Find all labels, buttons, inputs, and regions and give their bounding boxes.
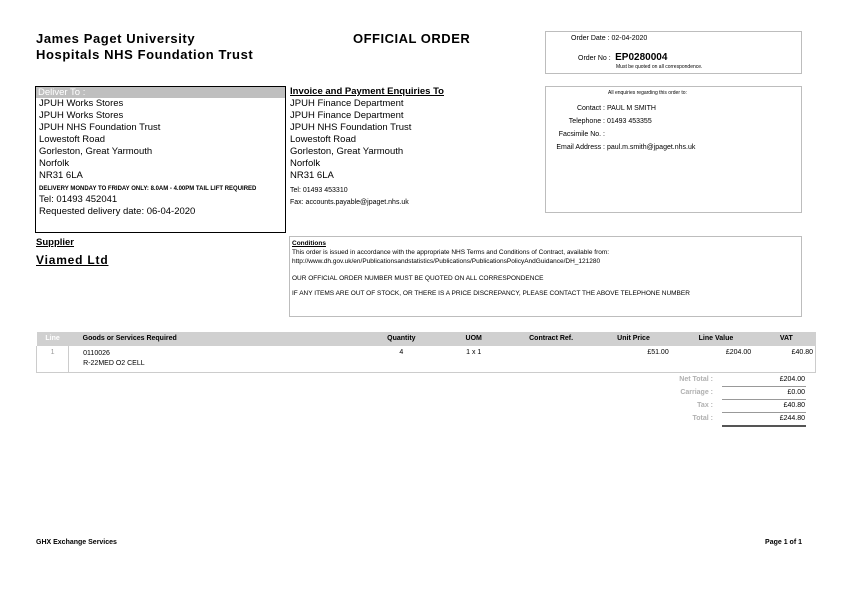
invoice-line: Lowestoft Road	[290, 134, 357, 145]
cell-unit-price: £51.00	[592, 346, 674, 373]
invoice-fax: Fax: accounts.payable@jpaget.nhs.uk	[290, 199, 409, 206]
invoice-tel: Tel: 01493 453310	[290, 187, 348, 194]
delivery-note: DELIVERY MONDAY TO FRIDAY ONLY: 8.0AM - 4.00PM TAIL LIFT REQUIRED	[39, 186, 257, 192]
order-no-value: EP0280004	[615, 52, 668, 63]
conditions-heading: Conditions	[292, 240, 326, 247]
supplier-name: Viamed Ltd	[36, 253, 109, 267]
cell-line: 1	[37, 346, 69, 373]
table-row	[37, 346, 816, 373]
deliver-to-line: Lowestoft Road	[39, 134, 106, 145]
grand-total-value: £244.80	[722, 413, 806, 427]
deliver-to-line: NR31 6LA	[39, 170, 83, 181]
order-date-value: 02-04-2020	[611, 35, 648, 42]
contact-label: Contact :	[576, 105, 605, 112]
email-value: paul.m.smith@jpaget.nhs.uk	[606, 144, 696, 151]
items-table	[36, 332, 816, 373]
total-row-net	[672, 374, 806, 387]
col-header-goods: Goods or Services Required	[69, 332, 366, 346]
order-date-row	[571, 35, 647, 42]
delivery-tel: Tel: 01493 452041	[39, 194, 118, 205]
net-total-label: Net Total :	[679, 376, 713, 384]
telephone-label: Telephone :	[568, 118, 605, 125]
net-total-value: £204.00	[722, 374, 806, 387]
deliver-to-box	[35, 86, 286, 233]
conditions-line-4: IF ANY ITEMS ARE OUT OF STOCK, OR THERE IS A PRICE DISCREPANCY, PLEASE CONTACT THE ABOVE TELEPHONE NUMBER	[292, 290, 690, 297]
email-label: Email Address :	[556, 144, 605, 151]
invoice-line: Norfolk	[290, 158, 321, 169]
conditions-line-1: This order is issued in accordance with the appropriate NHS Terms and Conditions of Contract, available from:	[292, 249, 610, 256]
cell-quantity: 4	[365, 346, 437, 373]
contact-value: PAUL M SMITH	[606, 105, 656, 112]
invoice-section	[290, 86, 543, 209]
deliver-to-line: Norfolk	[39, 158, 70, 169]
document-title: OFFICIAL ORDER	[353, 31, 471, 46]
cell-uom: 1 x 1	[438, 346, 510, 373]
conditions-line-3: OUR OFFICIAL ORDER NUMBER MUST BE QUOTED ON ALL CORRESPONDENCE	[292, 275, 544, 282]
deliver-to-address	[36, 98, 285, 218]
invoice-line: Gorleston, Great Yarmouth	[290, 146, 404, 157]
col-header-line-value: Line Value	[675, 332, 757, 346]
tax-label: Tax :	[697, 402, 713, 409]
item-code: 0110026	[83, 350, 110, 357]
order-date-label: Order Date :	[571, 35, 610, 42]
cell-line-value: £204.00	[675, 346, 757, 373]
enquiries-details	[550, 102, 800, 154]
invoice-heading: Invoice and Payment Enquiries To	[290, 86, 444, 97]
item-description: R-22MED O2 CELL	[83, 360, 145, 367]
total-row-tax	[672, 400, 806, 413]
deliver-to-line: Gorleston, Great Yarmouth	[39, 146, 153, 157]
telephone-value: 01493 453355	[606, 118, 652, 125]
totals-block	[672, 374, 806, 427]
supplier-heading: Supplier	[36, 237, 75, 248]
col-header-contract: Contract Ref.	[510, 332, 592, 346]
enquiries-box	[545, 86, 802, 213]
grand-total-label: Total :	[692, 415, 713, 423]
invoice-line: NR31 6LA	[290, 170, 334, 181]
total-row-grand	[672, 413, 806, 427]
order-info-box	[545, 31, 802, 74]
carriage-label: Carriage :	[680, 389, 713, 396]
cell-contract	[510, 346, 592, 373]
col-header-line: Line	[37, 332, 69, 346]
invoice-line: JPUH Finance Department	[290, 98, 404, 109]
conditions-box	[289, 236, 802, 317]
invoice-line: JPUH NHS Foundation Trust	[290, 122, 412, 133]
table-header-row	[37, 332, 816, 346]
invoice-line: JPUH Finance Department	[290, 110, 404, 121]
organisation-name	[36, 31, 253, 63]
conditions-line-2: http://www.dh.gov.uk/en/Publicationsandstatistics/Publications/PublicationsPolicyAndGuidance/DH_121280	[292, 258, 601, 265]
quote-note: Must be quoted on all correspondence.	[616, 64, 703, 70]
footer-left: GHX Exchange Services	[36, 539, 117, 546]
cell-vat: £40.80	[757, 346, 815, 373]
page-number: Page 1 of 1	[765, 539, 802, 546]
order-no-row	[578, 47, 667, 65]
requested-delivery-date: Requested delivery date: 06-04-2020	[39, 206, 196, 217]
order-no-label: Order No :	[578, 55, 611, 62]
deliver-to-line: JPUH NHS Foundation Trust	[39, 122, 161, 133]
deliver-to-heading: Deliver To :	[36, 87, 285, 98]
org-line-2: Hospitals NHS Foundation Trust	[36, 47, 254, 62]
col-header-quantity: Quantity	[365, 332, 437, 346]
cell-goods	[69, 346, 366, 373]
col-header-uom: UOM	[438, 332, 510, 346]
deliver-to-line: JPUH Works Stores	[39, 98, 124, 109]
enquiries-heading: All enquiries regarding this order to:	[608, 90, 687, 96]
org-line-1: James Paget University	[36, 31, 196, 46]
col-header-vat: VAT	[757, 332, 815, 346]
total-row-carriage	[672, 387, 806, 400]
carriage-value: £0.00	[722, 387, 806, 400]
fax-label: Facsimile No. :	[558, 131, 605, 138]
tax-value: £40.80	[722, 400, 806, 413]
deliver-to-line: JPUH Works Stores	[39, 110, 124, 121]
col-header-unit-price: Unit Price	[592, 332, 674, 346]
